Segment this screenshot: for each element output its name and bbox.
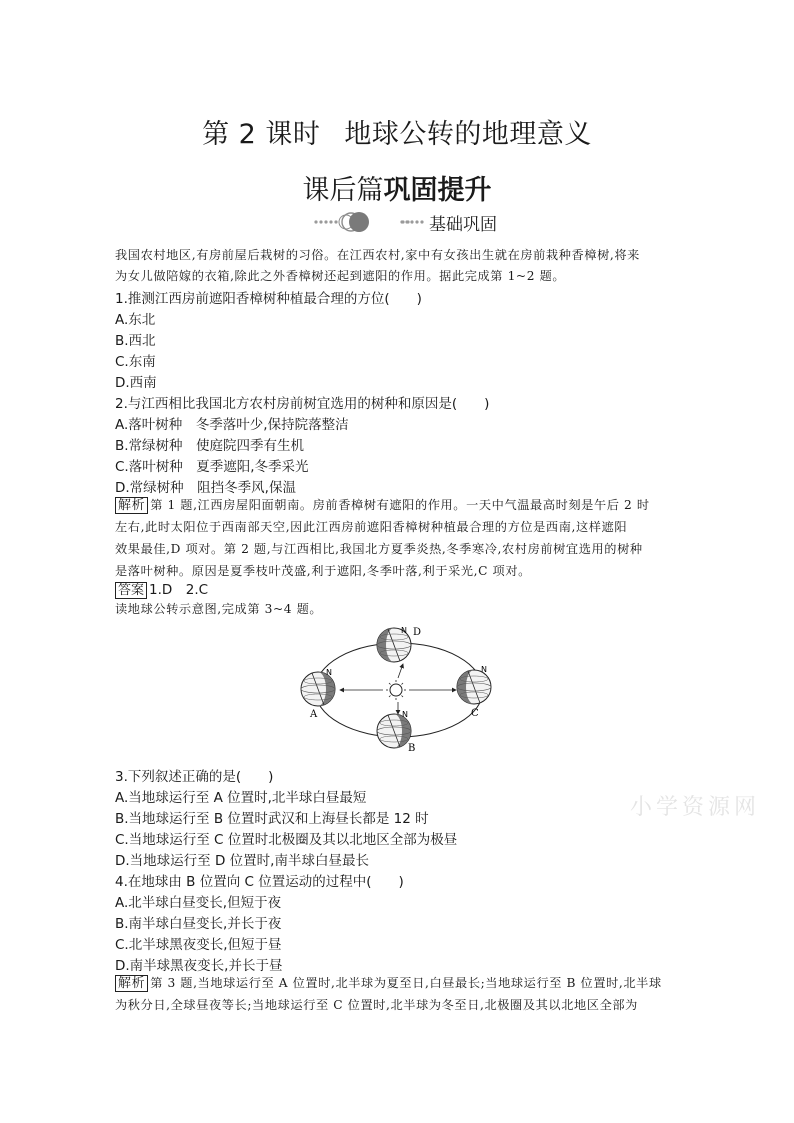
answer-line <box>115 578 208 599</box>
analysis-line: 解析 第 3 题,当地球运行至 A 位置时,北半球为夏至日,白昼最长;当地球运行至 B 位置时,北半球 <box>115 974 662 992</box>
option-a: A.落叶树种 冬季落叶少,保持院落整洁 <box>115 417 349 433</box>
analysis-line: 左右,此时太阳位于西南部天空,因此江西房前遮阳香樟树种植最合理的方位是西南,这样遮阳 <box>115 520 628 534</box>
analysis-line: 为秋分日,全球昼夜等长;当地球运行至 C 位置时,北半球为冬至日,北极圈及其以北地区全部为 <box>115 998 638 1012</box>
section-header <box>313 208 613 236</box>
subtitle-normal: 课后篇 <box>302 175 384 206</box>
earth-b-icon <box>377 714 411 748</box>
earth-c-icon <box>457 670 491 704</box>
option-a: A.北半球白昼变长,但短于夜 <box>115 895 282 911</box>
analysis-line: 效果最佳,D 项对。第 2 题,与江西相比,我国北方夏季炎热,冬季寒冷,农村房前树宜选用的树种 <box>115 542 643 556</box>
section-subtitle <box>0 168 794 207</box>
svg-text:N: N <box>401 626 407 635</box>
lesson-title <box>0 112 794 151</box>
passage-line: 读地球公转示意图,完成第 3~4 题。 <box>115 602 323 616</box>
svg-text:N: N <box>402 710 408 719</box>
label-c: C <box>471 708 479 719</box>
option-b: B.西北 <box>115 333 156 349</box>
question-stem: 1.推测江西房前遮阳香樟树种植最合理的方位( ) <box>115 291 422 307</box>
option-d: D.西南 <box>115 375 157 391</box>
option-a: A.东北 <box>115 312 156 328</box>
question-stem: 4.在地球由 B 位置向 C 位置运动的过程中( ) <box>115 874 404 890</box>
option-a: A.当地球运行至 A 位置时,北半球白昼最短 <box>115 790 367 806</box>
section-label: 基础巩固 <box>429 215 497 235</box>
analysis-tag: 解析 <box>115 497 148 514</box>
passage-line: 为女儿做陪嫁的衣箱,除此之外香樟树还起到遮阳的作用。据此完成第 1~2 题。 <box>115 269 566 283</box>
option-d: D.南半球黑夜变长,并长于昼 <box>115 958 283 974</box>
label-b: B <box>408 743 416 754</box>
answer-text: 1.D 2.C <box>149 582 209 598</box>
option-c: C.当地球运行至 C 位置时北极圈及其以北地区全部为极昼 <box>115 832 458 848</box>
option-d: D.当地球运行至 D 位置时,南半球白昼最长 <box>115 853 369 869</box>
label-d: D <box>413 627 422 638</box>
subtitle-bold: 巩固提升 <box>383 175 492 206</box>
passage-line: 我国农村地区,有房前屋后栽树的习俗。在江西农村,家中有女孩出生就在房前栽种香樟树,将来 <box>115 248 640 262</box>
lesson-name: 地球公转的地理意义 <box>344 119 592 150</box>
sun-icon <box>386 680 406 700</box>
option-b: B.当地球运行至 B 位置时武汉和上海昼长都是 12 时 <box>115 811 429 827</box>
answer-tag: 答案 <box>115 582 147 599</box>
svg-text:N: N <box>326 668 332 677</box>
section-ornament-icon <box>313 208 413 236</box>
lesson-number: 第 2 课时 <box>202 119 321 150</box>
section-dots-icon <box>399 208 429 236</box>
option-c: C.北半球黑夜变长,但短于昼 <box>115 937 282 953</box>
option-c: C.东南 <box>115 354 156 370</box>
question-stem: 3.下列叙述正确的是( ) <box>115 769 274 785</box>
analysis-line: 解析 第 1 题,江西房屋阳面朝南。房前香樟树有遮阳的作用。一天中气温最高时刻是午后 2 时 <box>115 496 650 514</box>
svg-text:N: N <box>481 665 487 674</box>
watermark: 小学资源网 <box>630 795 761 820</box>
option-b: B.常绿树种 使庭院四季有生机 <box>115 438 305 454</box>
option-c: C.落叶树种 夏季遮阳,冬季采光 <box>115 459 309 475</box>
orbit-diagram <box>296 620 502 755</box>
analysis-line: 是落叶树种。原因是夏季枝叶茂盛,利于遮阳,冬季叶落,利于采光,C 项对。 <box>115 564 531 578</box>
option-b: B.南半球白昼变长,并长于夜 <box>115 916 282 932</box>
option-d: D.常绿树种 阻挡冬季风,保温 <box>115 480 296 496</box>
question-stem: 2.与江西相比我国北方农村房前树宜选用的树种和原因是( ) <box>115 396 490 412</box>
earth-a-icon <box>301 672 335 706</box>
label-a: A <box>310 709 318 720</box>
analysis-tag: 解析 <box>115 975 148 992</box>
